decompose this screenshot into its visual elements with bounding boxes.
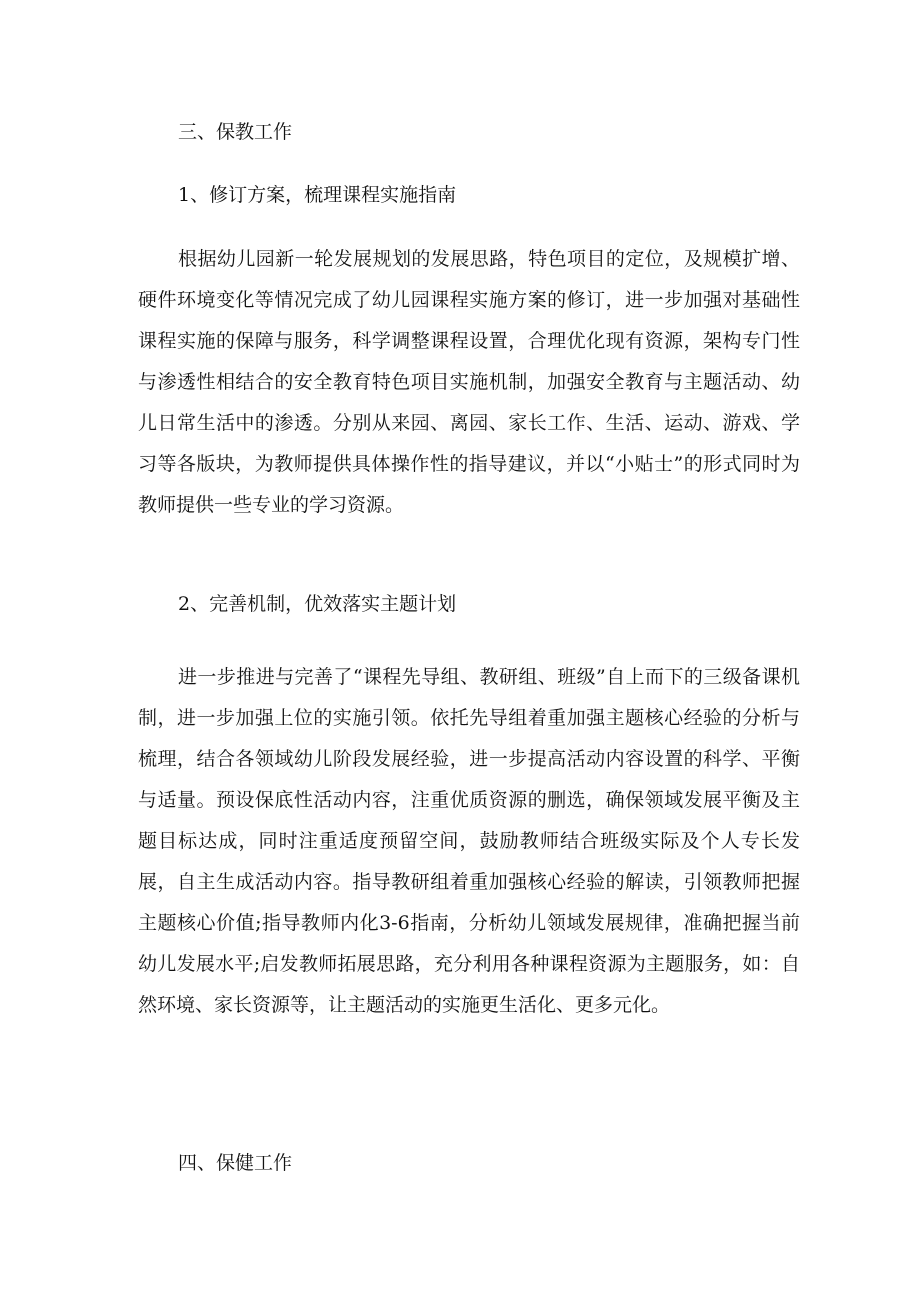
paragraph-improve-mechanism: 进一步推进与完善了“课程先导组、教研组、班级”自上而下的三级备课机制，进一步加强上位的实施引领。依托先导组着重加强主题核心经验的分析与梳理，结合各领域幼儿阶段发展经验，进一步提高活动内容设置的科学、平衡与适量。预设保底性活动内容，注重优质资源的删选，确保领域发展平衡及主题目标达成，同时注重适度预留空间，鼓励教师结合班级实际及个人专长发展，自主生成活动内容。指导教研组着重加强核心经验的解读，引领教师把握主题核心价值;指导教师内化3-6指南，分析幼儿领域发展规律，准确把握当前幼儿发展水平;启发教师拓展思路，充分利用各种课程资源为主题服务，如：自然环境、家长资源等，让主题活动的实施更生活化、更多元化。 <box>138 666 800 1016</box>
section-heading-childcare-education: 三、保教工作 <box>178 121 293 143</box>
section-heading-health-care: 四、保健工作 <box>178 1152 293 1174</box>
subheading-revise-plan: 1、修订方案，梳理课程实施指南 <box>178 184 457 206</box>
subheading-improve-mechanism: 2、完善机制，优效落实主题计划 <box>178 593 457 615</box>
paragraph-revise-plan: 根据幼儿园新一轮发展规划的发展思路，特色项目的定位，及规模扩增、硬件环境变化等情况完成了幼儿园课程实施方案的修订，进一步加强对基础性课程实施的保障与服务，科学调整课程设置，合理优化现有资源，架构专门性与渗透性相结合的安全教育特色项目实施机制，加强安全教育与主题活动、幼儿日常生活中的渗透。分别从来园、离园、家长工作、生活、运动、游戏、学习等各版块，为教师提供具体操作性的指导建议，并以“小贴士”的形式同时为教师提供一些专业的学习资源。 <box>138 248 800 516</box>
